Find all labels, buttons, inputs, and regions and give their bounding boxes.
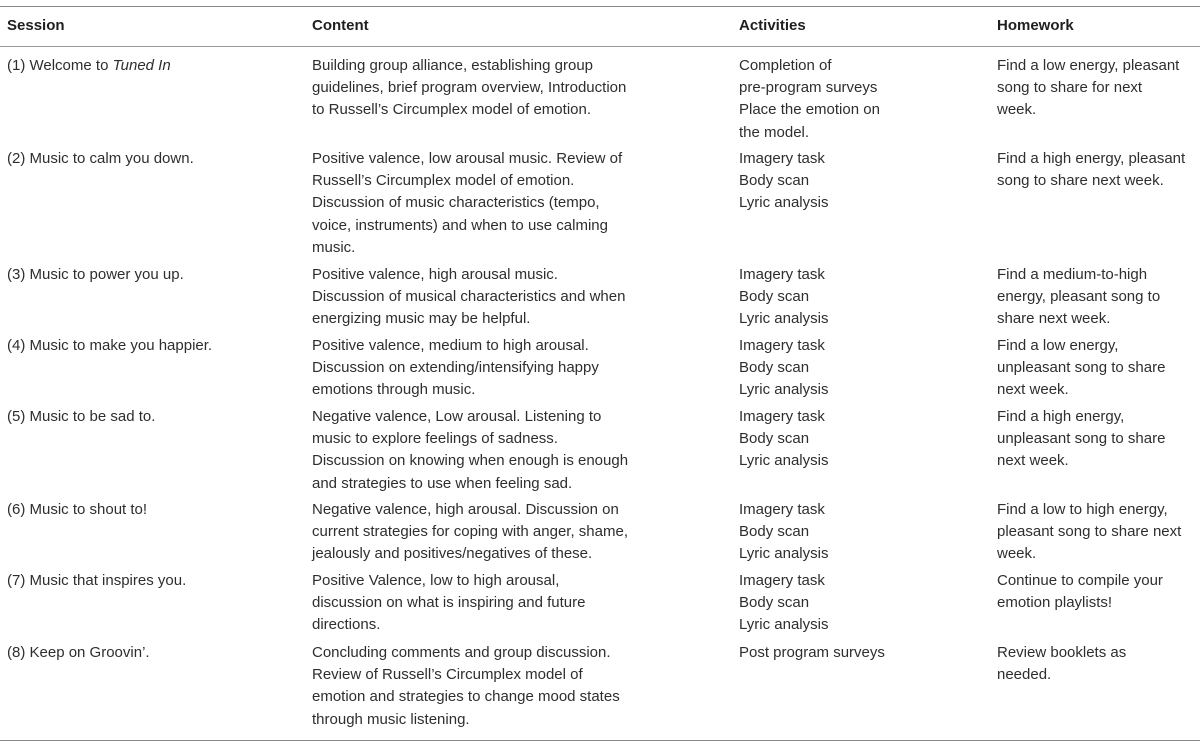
content-cell-line: Discussion of music characteristics (tempo, xyxy=(312,194,600,212)
activities-cell-line: pre-program surveys xyxy=(739,79,878,97)
homework-cell-line: Find a low energy, pleasant xyxy=(997,57,1180,74)
homework-cell-line: song to share next week. xyxy=(997,172,1164,190)
content-cell xyxy=(312,148,622,259)
session-cell: (6) Music to shout to! xyxy=(7,501,148,518)
session-cell: (2) Music to calm you down. xyxy=(7,150,194,167)
activities-cell-line: Body scan xyxy=(739,172,810,190)
homework-cell xyxy=(997,264,1160,331)
activities-cell-line: Body scan xyxy=(739,288,810,306)
activities-cell-line: Body scan xyxy=(739,430,810,448)
content-cell-line: through music listening. xyxy=(312,710,470,728)
homework-cell-line: week. xyxy=(997,101,1037,119)
homework-cell-line: energy, pleasant song to xyxy=(997,288,1161,306)
table-bottom-rule xyxy=(0,740,1200,741)
homework-cell xyxy=(997,148,1185,192)
homework-cell-line: pleasant song to share next xyxy=(997,523,1182,541)
content-cell-line: Positive Valence, low to high arousal, xyxy=(312,572,560,589)
homework-cell-line: Find a low energy, xyxy=(997,337,1119,354)
activities-cell-line: Imagery task xyxy=(739,501,825,518)
header-session: Session xyxy=(7,17,65,34)
table-top-rule xyxy=(0,6,1200,7)
content-cell xyxy=(312,55,626,122)
homework-cell-line: song to share for next xyxy=(997,79,1143,97)
content-cell-line: Review of Russell’s Circumplex model of xyxy=(312,666,583,684)
activities-cell-line: Body scan xyxy=(739,359,810,377)
activities-cell xyxy=(739,264,828,331)
content-cell xyxy=(312,264,625,331)
homework-cell-line: unpleasant song to share xyxy=(997,430,1166,448)
content-cell xyxy=(312,499,628,566)
session-cell: (5) Music to be sad to. xyxy=(7,408,156,425)
content-cell xyxy=(312,406,628,495)
activities-cell-line: Lyric analysis xyxy=(739,310,829,328)
header-homework: Homework xyxy=(997,17,1074,34)
activities-cell-line: Lyric analysis xyxy=(739,194,829,212)
content-cell-line: Negative valence, Low arousal. Listening to xyxy=(312,408,602,425)
content-cell-line: Positive valence, high arousal music. xyxy=(312,266,558,283)
header-rule xyxy=(0,46,1200,47)
content-cell-line: music to explore feelings of sadness. xyxy=(312,430,558,448)
content-cell xyxy=(312,335,599,402)
homework-cell-line: Find a medium-to-high xyxy=(997,266,1148,283)
session-cell: (7) Music that inspires you. xyxy=(7,572,187,589)
homework-cell xyxy=(997,642,1126,686)
activities-cell-line: Imagery task xyxy=(739,572,825,589)
homework-cell-line: unpleasant song to share xyxy=(997,359,1166,377)
activities-cell-line: Imagery task xyxy=(739,150,825,167)
content-cell-line: energizing music may be helpful. xyxy=(312,310,531,328)
activities-cell-line: Post program surveys xyxy=(739,644,885,661)
homework-cell-line: Review booklets as xyxy=(997,644,1127,661)
homework-cell xyxy=(997,406,1165,473)
session-text: (1) Welcome to xyxy=(7,57,113,74)
homework-cell-line: Find a high energy, xyxy=(997,408,1125,425)
content-cell-line: current strategies for coping with anger, shame, xyxy=(312,523,628,541)
homework-cell-line: Continue to compile your xyxy=(997,572,1163,589)
session-cell: (4) Music to make you happier. xyxy=(7,337,213,354)
homework-cell-line: next week. xyxy=(997,381,1069,399)
homework-cell xyxy=(997,499,1181,566)
homework-cell-line: Find a low to high energy, xyxy=(997,501,1168,518)
content-cell-line: discussion on what is inspiring and future xyxy=(312,594,586,612)
activities-cell-line: Body scan xyxy=(739,523,810,541)
activities-cell-line: the model. xyxy=(739,123,810,141)
content-cell-line: Building group alliance, establishing group xyxy=(312,57,594,74)
activities-cell-line: Lyric analysis xyxy=(739,381,829,399)
homework-cell-line: share next week. xyxy=(997,310,1111,328)
content-cell-line: Negative valence, high arousal. Discussion on xyxy=(312,501,619,518)
homework-cell-line: Find a high energy, pleasant xyxy=(997,150,1186,167)
activities-cell-line: Completion of xyxy=(739,57,832,74)
activities-cell xyxy=(739,148,828,215)
homework-cell xyxy=(997,570,1163,614)
content-cell-line: emotions through music. xyxy=(312,381,476,399)
activities-cell xyxy=(739,406,828,473)
homework-cell-line: week. xyxy=(997,545,1037,563)
session-cell: (8) Keep on Groovin’. xyxy=(7,644,150,661)
content-cell-line: Discussion on knowing when enough is enough xyxy=(312,452,629,470)
content-cell-line: Positive valence, low arousal music. Review of xyxy=(312,150,623,167)
homework-cell-line: emotion playlists! xyxy=(997,594,1113,612)
content-cell-line: emotion and strategies to change mood states xyxy=(312,688,620,706)
activities-cell xyxy=(739,642,885,664)
activities-cell xyxy=(739,570,828,637)
activities-cell-line: Imagery task xyxy=(739,266,825,283)
header-content: Content xyxy=(312,17,369,34)
session-program-name: Tuned In xyxy=(112,57,171,74)
content-cell-line: music. xyxy=(312,238,356,256)
content-cell-line: guidelines, brief program overview, Introduction xyxy=(312,79,627,97)
content-cell-line: directions. xyxy=(312,616,381,634)
content-cell-line: Discussion on extending/intensifying happy xyxy=(312,359,599,377)
activities-cell xyxy=(739,335,828,402)
content-cell-line: voice, instruments) and when to use calming xyxy=(312,216,608,234)
session-cell xyxy=(7,55,171,77)
content-cell-line: Russell’s Circumplex model of emotion. xyxy=(312,172,575,190)
content-cell-line: Positive valence, medium to high arousal. xyxy=(312,337,589,354)
activities-cell-line: Body scan xyxy=(739,594,810,612)
activities-cell-line: Place the emotion on xyxy=(739,101,880,119)
content-cell xyxy=(312,642,620,731)
content-cell-line: Discussion of musical characteristics and when xyxy=(312,288,626,306)
homework-cell xyxy=(997,55,1179,122)
session-cell: (3) Music to power you up. xyxy=(7,266,184,283)
content-cell xyxy=(312,570,586,637)
content-cell-line: and strategies to use when feeling sad. xyxy=(312,474,573,492)
homework-cell-line: next week. xyxy=(997,452,1069,470)
header-activities: Activities xyxy=(739,17,806,34)
content-cell-line: jealously and positives/negatives of these. xyxy=(312,545,593,563)
activities-cell-line: Lyric analysis xyxy=(739,545,829,563)
activities-cell-line: Imagery task xyxy=(739,408,825,425)
activities-cell-line: Lyric analysis xyxy=(739,616,829,634)
activities-cell-line: Lyric analysis xyxy=(739,452,829,470)
activities-cell xyxy=(739,499,828,566)
activities-cell xyxy=(739,55,880,144)
content-cell-line: Concluding comments and group discussion. xyxy=(312,644,611,661)
content-cell-line: to Russell’s Circumplex model of emotion. xyxy=(312,101,592,119)
activities-cell-line: Imagery task xyxy=(739,337,825,354)
homework-cell xyxy=(997,335,1165,402)
homework-cell-line: needed. xyxy=(997,666,1052,684)
